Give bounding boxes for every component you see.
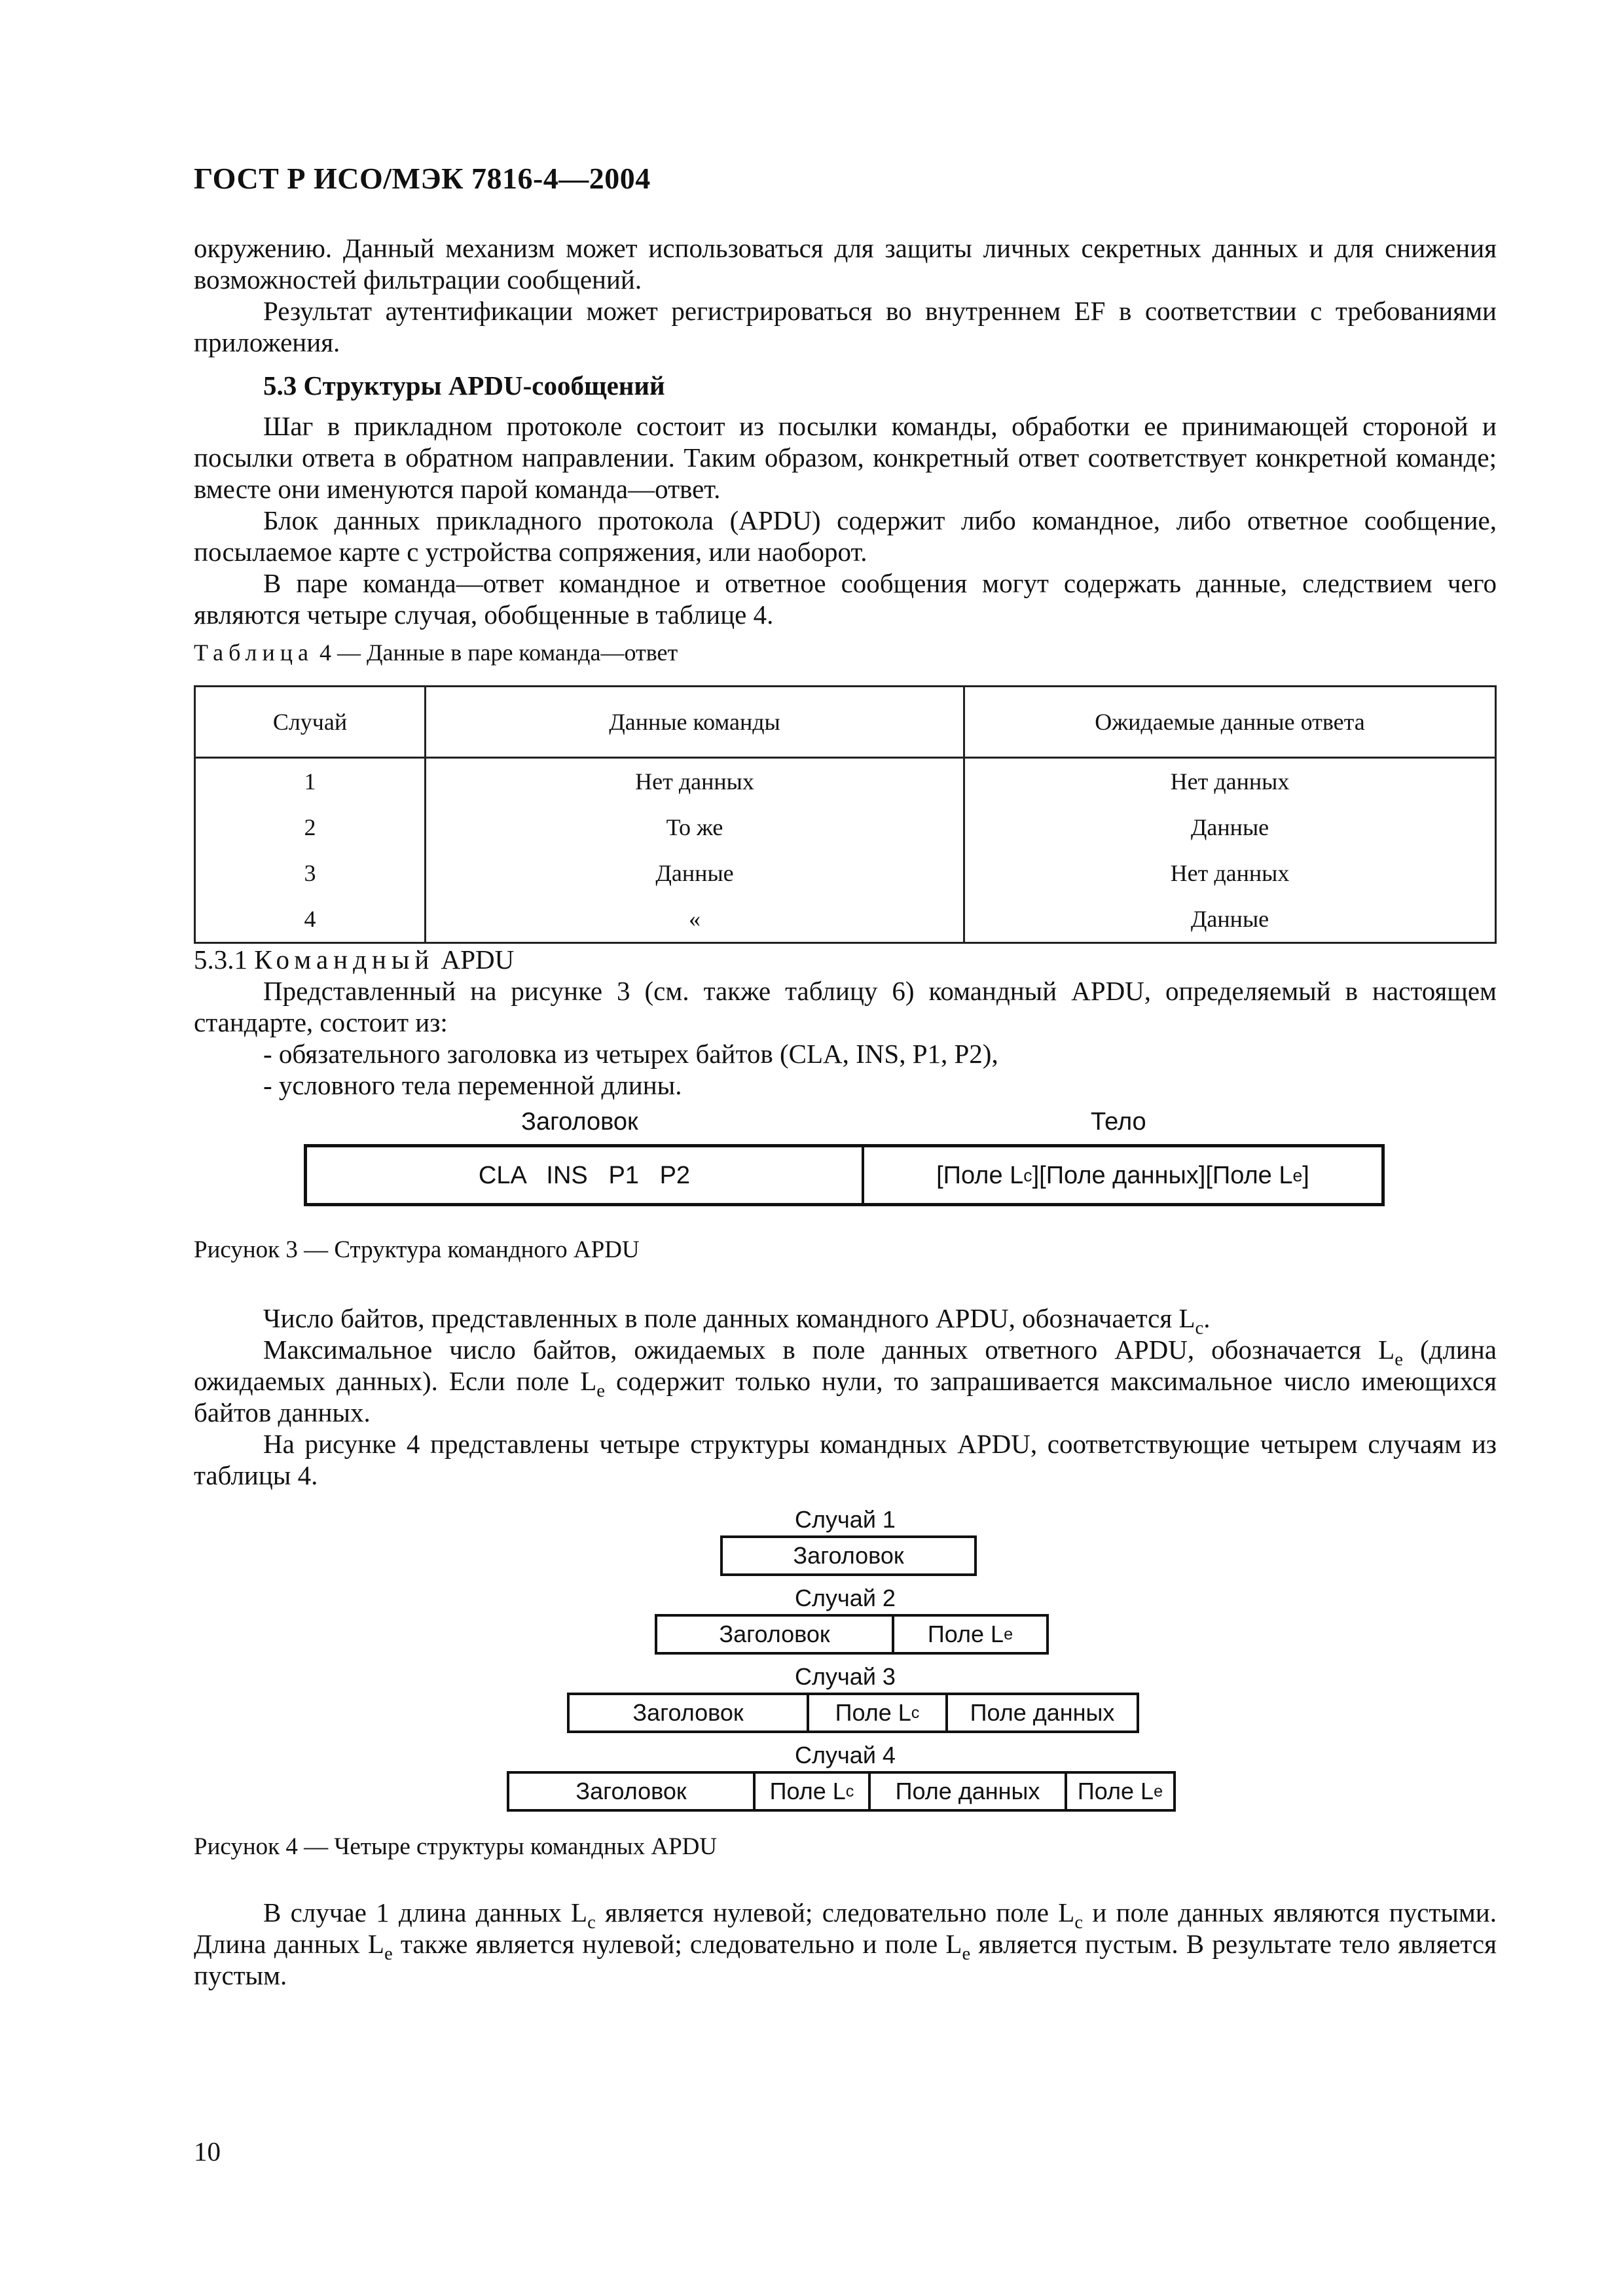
subscript: c [1195,1318,1204,1339]
header-cell: Заголовок [507,1771,756,1812]
figure-caption: Рисунок 3 — Структура командного APDU [194,1236,640,1263]
subsection-heading [194,944,1497,975]
text-run: также является нулевой; следовательно и поле L [392,1929,962,1959]
apdu-body-cell: [Поле L c ][Поле данных][Поле L e ] [864,1147,1381,1203]
text-run: содержит только нули, то запрашивается максимальное число имеющихся байтов данных. [194,1366,1497,1427]
table-cell: Нет данных [964,850,1496,896]
list-item: - обязательного заголовка из четырех байтов (CLA, INS, P1, P2), [263,1039,998,1069]
subscript: c [1074,1912,1084,1933]
text-run: . [1203,1303,1211,1333]
cell-text: Поле L [769,1778,846,1804]
table-caption-word: Таблица [194,639,314,666]
paragraph [194,1302,1497,1339]
subscript: e [596,1380,606,1402]
le-field-cell: Поле L e [1065,1771,1176,1812]
table-cell: Данные [964,804,1496,850]
apdu-structure-box [304,1144,1385,1206]
case-label: Случай 3 [795,1663,896,1690]
text-run: и поле данных являются пустыми. Длина данных L [194,1897,1497,1959]
table-cell: Нет данных [964,758,1496,805]
table-header: Случай [195,687,426,758]
subscript: e [962,1943,971,1965]
table-header: Данные команды [426,687,964,758]
figure-label-body: Тело [1091,1108,1146,1136]
table-header: Ожидаемые данные ответа [964,687,1496,758]
paragraph: На рисунке 4 представлены четыре структуры командных APDU, соответствующие четырем случаям из таблицы 4. [194,1429,1497,1490]
cell-text: Поле L [835,1699,911,1726]
text-run: Число байтов, представленных в поле данных командного APDU, обозначается L [263,1303,1195,1333]
table-caption [194,637,1497,668]
figure-label-header: Заголовок [521,1108,638,1136]
subsection-number: 5.3.1 [194,944,247,975]
figure-caption: Рисунок 4 — Четыре структуры командных APDU [194,1833,718,1860]
table-cell: 2 [195,804,426,850]
figure-4 [194,1504,1497,1805]
table-row [195,804,1496,850]
paragraph [194,1897,1497,1991]
lc-field-cell: Поле L c [753,1771,871,1812]
case-4-structure [507,1771,1176,1812]
text-run: В случае 1 длина данных L [263,1897,588,1928]
le-field-cell: Поле L e [892,1614,1049,1655]
text-run: (длина ожидаемых данных). Если поле L [194,1335,1497,1396]
case-3-structure [567,1693,1139,1733]
header-cell: Заголовок [567,1693,809,1733]
paragraph [194,1334,1497,1428]
text-run: является нулевой; следовательно поле L [595,1897,1075,1928]
paragraph: Блок данных прикладного протокола (APDU) содержит либо командное, либо ответное сообщение, посылаемое карте с устройства сопряжения, или наоборот. [194,505,1497,567]
data-field-cell: Поле данных [945,1693,1139,1733]
page-content [194,232,1497,1991]
header-cell: Заголовок [655,1614,894,1655]
paragraph: Представленный на рисунке 3 (см. также таблицу 6) командный APDU, определяемый в настоящем стандарте, состоит из: [194,976,1497,1037]
standard-header: ГОСТ Р ИСО/МЭК 7816-4—2004 [194,162,651,195]
case-2-structure [655,1614,1049,1655]
table-cell: Нет данных [426,758,964,805]
table-cell: 1 [195,758,426,805]
subsection-title: Командный [254,944,435,975]
table-row [195,850,1496,896]
table-cell: Данные [964,896,1496,943]
table-row [195,758,1496,805]
body-text: [Поле L [936,1161,1024,1189]
case-1-structure [720,1535,977,1576]
body-text: ] [1302,1161,1309,1189]
subscript: e [384,1943,393,1965]
list-item: - условного тела переменной длины. [263,1070,682,1100]
cell-text: Поле L [1077,1778,1154,1804]
command-response-table [194,685,1497,944]
table-cell: « [426,896,964,943]
case-label: Случай 2 [795,1585,896,1611]
table-caption-text: 4 — Данные в паре команда—ответ [319,639,678,666]
subsection-title-tail: APDU [441,944,515,975]
paragraph: Результат аутентификации может регистрироваться во внутреннем EF в соответствии с требованиями приложения. [194,296,1497,357]
apdu-header-cell: CLA INS P1 P2 [307,1147,864,1203]
text-run: является пустым. В результате тело является пустым. [194,1929,1497,1990]
subscript: c [587,1912,596,1933]
lc-field-cell: Поле L c [807,1693,948,1733]
cell-text: Поле L [927,1621,1004,1647]
header-cell: Заголовок [720,1535,977,1576]
subscript: e [1395,1349,1403,1371]
table-cell: 4 [195,896,426,943]
data-field-cell: Поле данных [868,1771,1067,1812]
table-cell: Данные [426,850,964,896]
page-number: 10 [194,2136,221,2166]
table-cell: То же [426,804,964,850]
figure-3 [194,1106,1497,1234]
case-label: Случай 4 [795,1742,896,1768]
table-row [195,896,1496,943]
paragraph: В паре команда—ответ командное и ответное сообщения могут содержать данные, следствием чего являются четыре случая, обобщенные в таблице 4. [194,568,1497,630]
text-run: Максимальное число байтов, ожидаемых в поле данных ответного APDU, обозначается L [263,1335,1395,1365]
body-text: ][Поле данных][Поле L [1032,1161,1293,1189]
case-label: Случай 1 [795,1506,896,1533]
section-title: 5.3 Структуры APDU-сообщений [263,370,665,401]
paragraph: окружению. Данный механизм может использоваться для защиты личных секретных данных и для снижения возможностей фильтрации сообщений. [194,233,1497,295]
paragraph: Шаг в прикладном протоколе состоит из посылки команды, обработки ее принимающей стороной и посылки ответа в обратном направлении. Таким образом, конкретный ответ соответствует конкретной команде; вместе они именуются парой команда—ответ. [194,411,1497,504]
table-cell: 3 [195,850,426,896]
